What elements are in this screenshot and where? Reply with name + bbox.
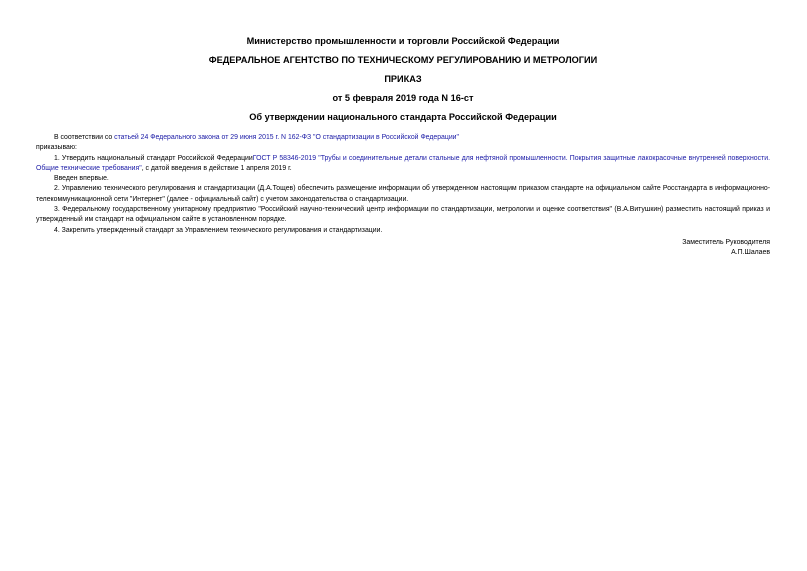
document-type: ПРИКАЗ [384, 74, 422, 84]
item-1-prefix: 1. Утвердить национальный стандарт Российской Федерации [54, 154, 253, 162]
signature-block [36, 238, 770, 259]
item-3-paragraph: 3. Федеральному государственному унитарному предприятию "Российский научно-технический центр информации по стандартизации, метрологии и оценке соответствия" (В.А.Витушкин) разместить настоящий приказ и утвержденный им стандарт на официальном сайте в установленном порядке. [36, 206, 770, 224]
intro-prefix: В соответствии со [54, 134, 115, 141]
document-subject: Об утверждении национального стандарта Российской Федерации [249, 112, 557, 122]
order-word: приказываю: [36, 144, 77, 152]
document-body [36, 133, 770, 236]
item-4-paragraph: 4. Закрепить утвержденный стандарт за Управлением технического регулирования и стандартизации. [54, 226, 383, 234]
ministry-heading: Министерство промышленности и торговли Российской Федерации [246, 36, 560, 46]
federal-law-link[interactable]: статьей 24 Федерального закона от 29 июня 2015 г. N 162-ФЗ "О стандартизации в Российской Федерации" [114, 134, 459, 141]
signatory-name: А.П.Шалаев [731, 249, 770, 257]
intro-paragraph [36, 133, 770, 143]
item-1-suffix: , с датой введения в действие 1 апреля 2019 г. [141, 164, 292, 172]
gost-standard-link[interactable]: ГОСТ Р 58346-2019 "Трубы и соединительные детали стальные для нефтяной промышленности. Покрытия защитные лакокрасочные внутренней поверхности. Общие технические требования" [36, 154, 770, 172]
item-2-paragraph: 2. Управлению технического регулирования и стандартизации (Д.А.Тощев) обеспечить размещение информации об утвержденном настоящим приказом стандарте на официальном сайте Росстандарта в информационно-телекоммуникационной сети "Интернет" (далее - официальный сайт) с учетом законодательства о стандартизации. [36, 185, 770, 203]
document-date-number: от 5 февраля 2019 года N 16-ст [332, 93, 474, 103]
item-1-paragraph [36, 154, 770, 175]
agency-heading: ФЕДЕРАЛЬНОЕ АГЕНТСТВО ПО ТЕХНИЧЕСКОМУ РЕГУЛИРОВАНИЮ И МЕТРОЛОГИИ [208, 55, 598, 65]
introduced-first-note: Введен впервые. [54, 175, 109, 183]
signatory-position: Заместитель Руководителя [682, 238, 770, 246]
